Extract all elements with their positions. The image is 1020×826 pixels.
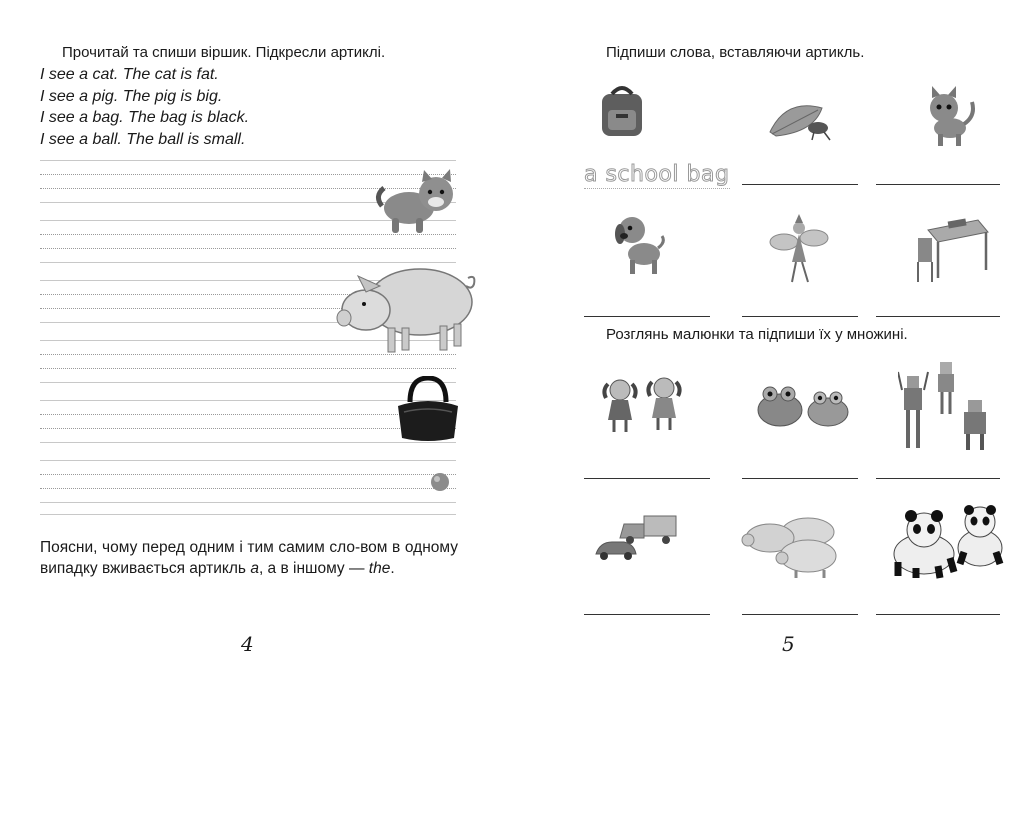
answer-line-4b[interactable] [742,614,858,615]
fairy-icon [768,214,830,286]
answer-line-3a[interactable] [584,478,710,479]
poem [40,64,249,150]
answer-line-3b[interactable] [742,478,858,479]
answer-line-1b[interactable] [742,184,858,185]
answer-line-2b[interactable] [742,316,858,317]
answer-line-4a[interactable] [584,614,710,615]
ball-icon [430,472,450,492]
page-number-right: 5 [782,632,795,656]
poem-line-4: I see a ball. The ball is small. [40,130,246,148]
cars-icon [594,512,694,564]
right-page [510,0,1020,826]
answer-line-4c[interactable] [876,614,1000,615]
instruction-plural: Розглянь малюнки та підпиши їх у множині. [606,326,908,343]
poem-line-2: I see a pig. The pig is big. [40,87,223,105]
answer-line-2c[interactable] [876,316,1000,317]
school-desk-icon [916,216,990,284]
answer-line-2a[interactable] [584,316,710,317]
cat-icon [374,168,464,236]
robots-icon [898,360,994,454]
schoolbag-icon [594,84,650,140]
answer-line-1c[interactable] [876,184,1000,185]
article-a: a [250,560,259,577]
instruction-label-words: Підпиши слова, вставляючи артикль. [606,44,865,61]
leaf-insect-icon [766,102,836,142]
explain-text-2: , а в іншому — [258,560,365,577]
example-traced-answer: a school bag [584,162,730,187]
pig-icon [336,258,478,356]
explain-end: . [390,560,395,577]
frogs-icon [754,380,854,430]
poem-line-1: I see a cat. The cat is fat. [40,66,219,83]
explain-text-1: Поясни, чому перед одним і тим самим сло-вом в одному випадку вживається артикль [40,539,458,577]
instruction-copy-poem: Прочитай та спиши віршик. Підкресли артиклі. [62,44,386,61]
pigs-icon [740,512,850,580]
puppy-icon [610,212,666,278]
explain-task [40,537,458,579]
poem-line-3: I see a bag. The bag is black. [40,109,250,126]
answer-line-3c[interactable] [876,478,1000,479]
article-the: the [368,560,391,577]
dolls-icon [594,376,690,434]
handbag-icon [394,376,462,442]
kitten-icon [920,86,978,148]
pandas-icon [884,504,1006,580]
page-number-left: 4 [241,632,254,656]
